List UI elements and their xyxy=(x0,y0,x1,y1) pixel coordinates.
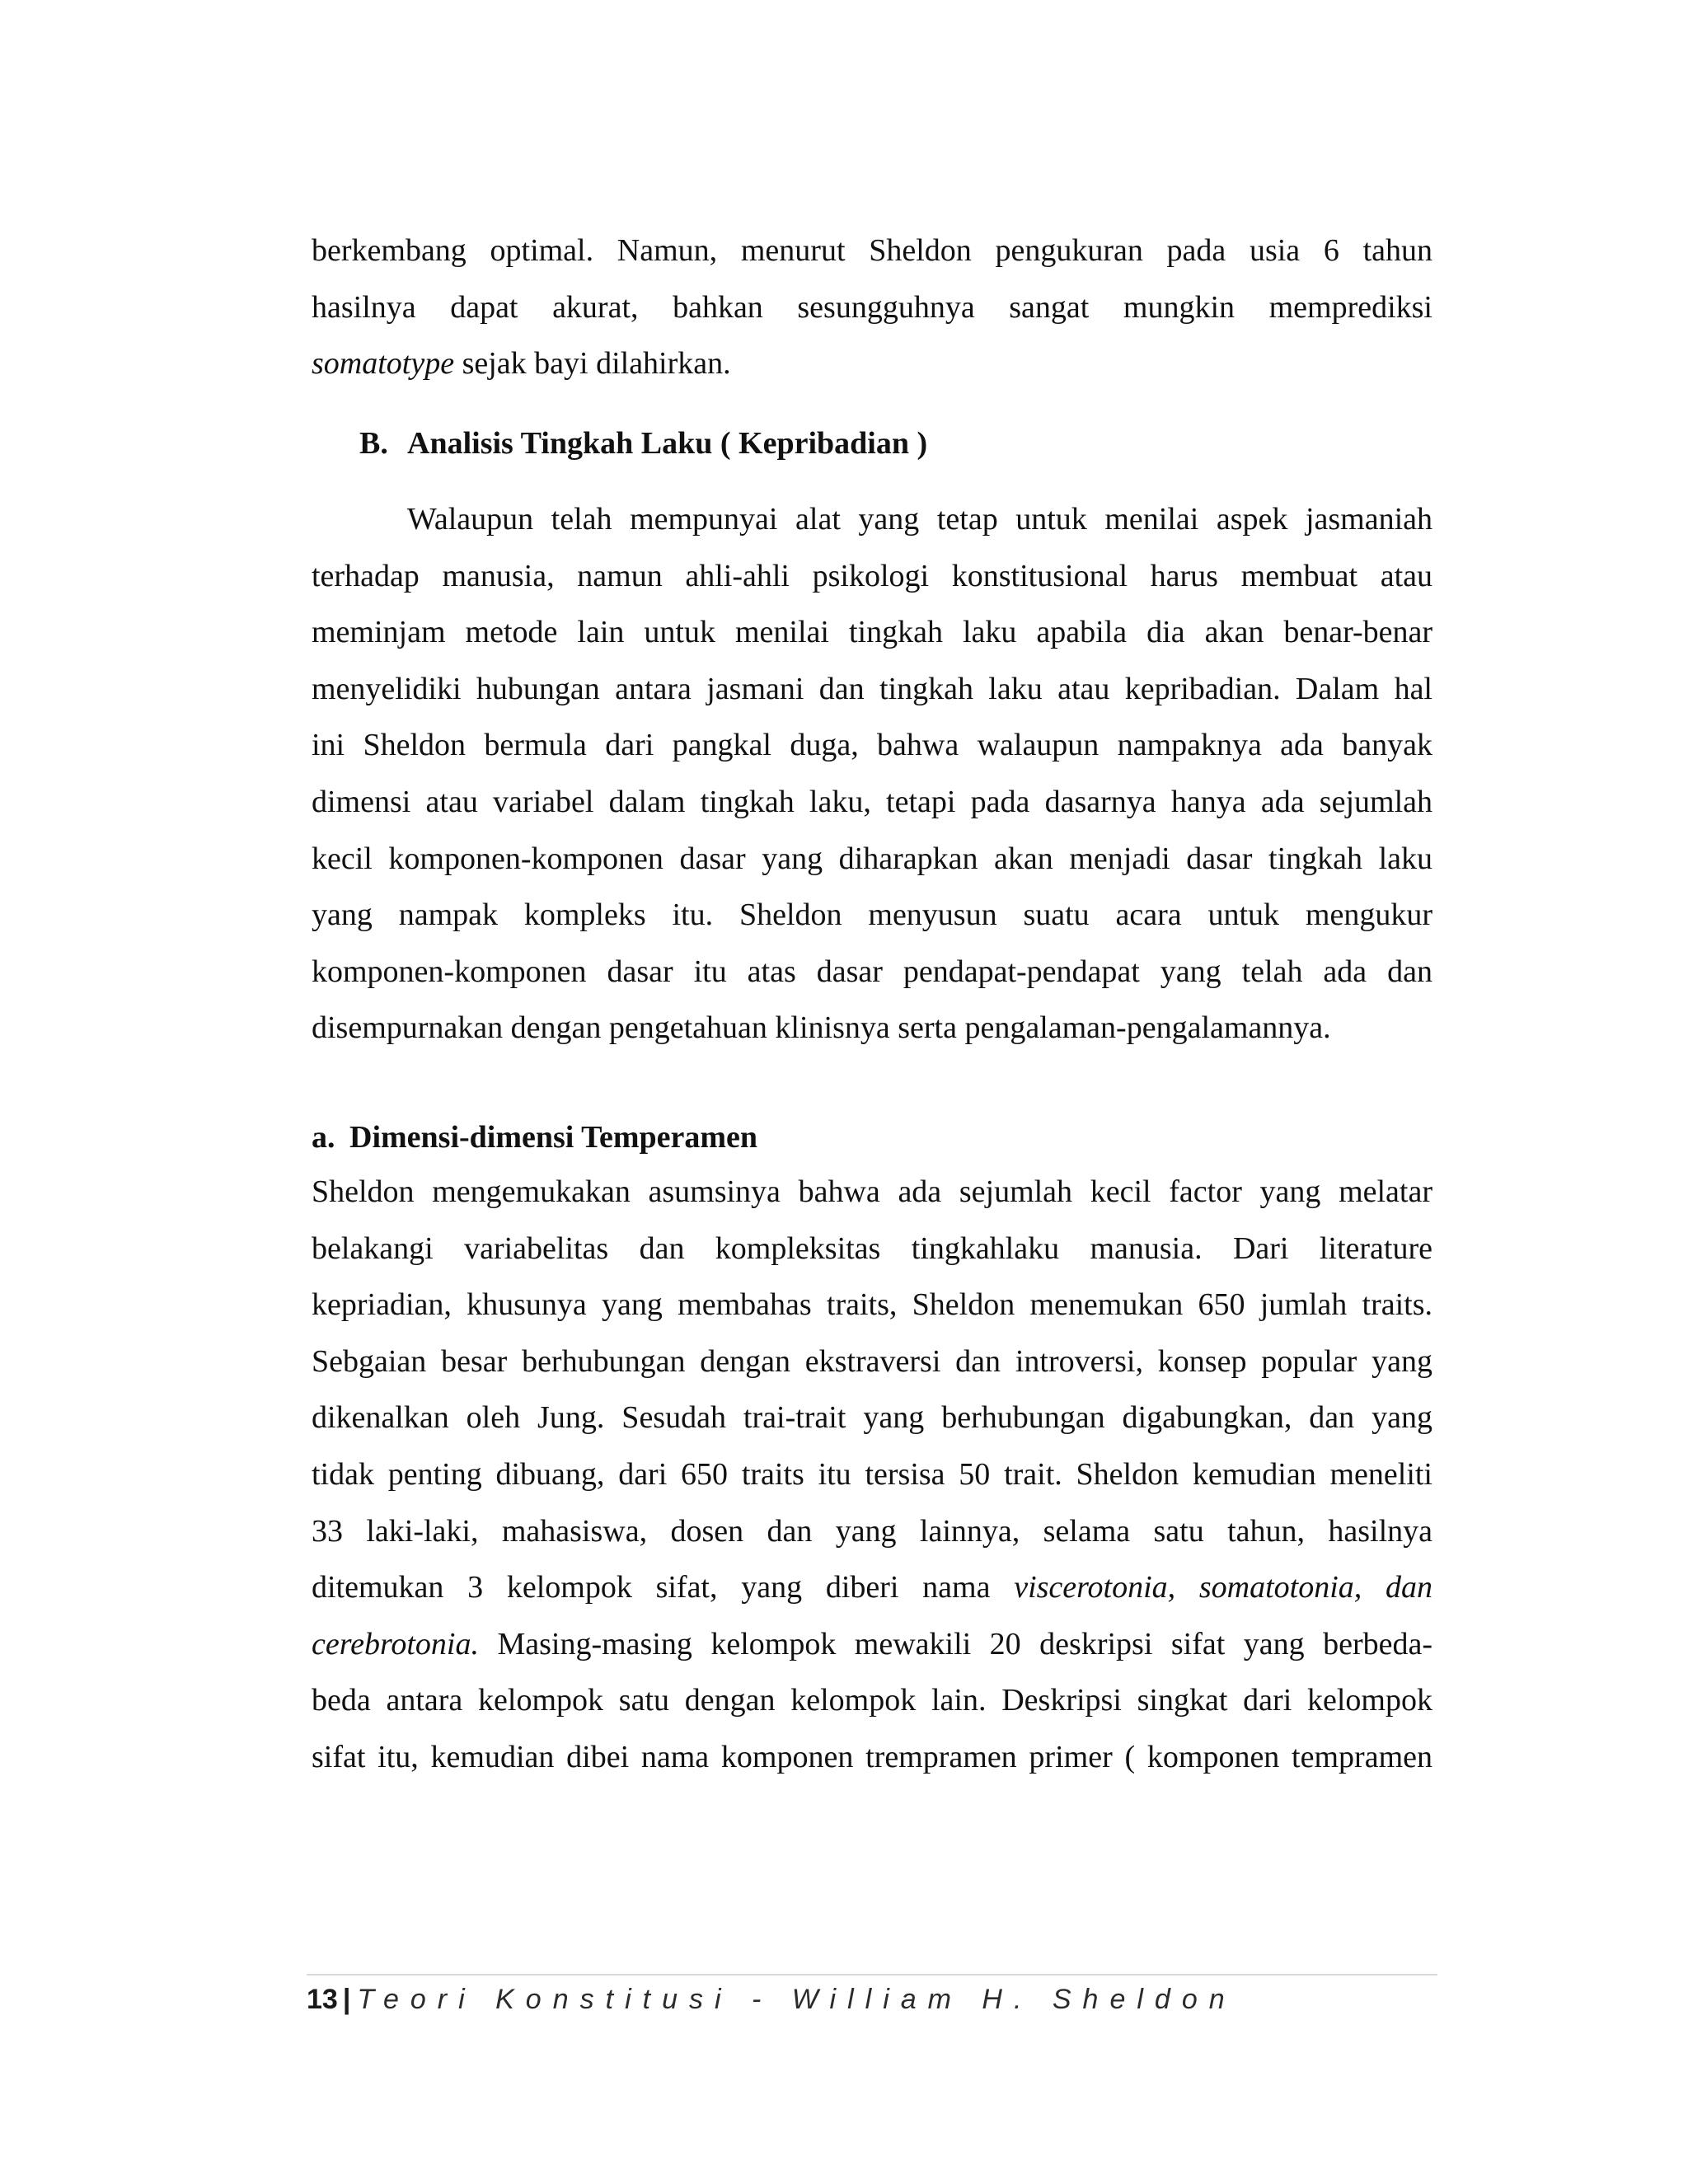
paragraph-line: tidak penting dibuang, dari 650 traits itu tersisa 50 trait. Sheldon kemudian meneliti xyxy=(312,1456,1432,1492)
section-title: Analisis Tingkah Laku ( Kepribadian ) xyxy=(407,426,928,461)
footer-separator: | xyxy=(342,1984,351,2015)
paragraph-line: meminjam metode lain untuk menilai tingkah laku apabila dia akan benar-benar xyxy=(312,615,1432,650)
paragraph-line: 33 laki-laki, mahasiswa, dosen dan yang lainnya, selama satu tahun, hasilnya xyxy=(312,1513,1432,1549)
paragraph-line: berkembang optimal. Namun, menurut Sheldon pengukuran pada usia 6 tahun xyxy=(312,233,1432,268)
paragraph-line: sifat itu, kemudian dibei nama komponen trempramen primer ( komponen tempramen xyxy=(312,1739,1432,1774)
section-heading-a xyxy=(312,1113,757,1162)
paragraph-line: Sheldon mengemukakan asumsinya bahwa ada sejumlah kecil factor yang melatar xyxy=(312,1174,1432,1209)
section-number: a. xyxy=(312,1120,335,1155)
paragraph-line: yang nampak kompleks itu. Sheldon menyusun suatu acara untuk mengukur xyxy=(312,898,1432,933)
paragraph-line-text: ditemukan 3 kelompok sifat, yang diberi nama xyxy=(312,1570,1015,1605)
paragraph-line: Sebgaian besar berhubungan dengan ekstraversi dan introversi, konsep popular yang xyxy=(312,1343,1432,1379)
paragraph-line xyxy=(312,1559,1432,1616)
paragraph-line xyxy=(312,1616,1432,1673)
page-number: 13 xyxy=(307,1984,338,2015)
paragraph-line: ini Sheldon bermula dari pangkal duga, bahwa walaupun nampaknya ada banyak xyxy=(312,728,1432,763)
paragraph-line: terhadap manusia, namun ahli-ahli psikologi konstitusional harus membuat atau xyxy=(312,558,1432,593)
paragraph-line: hasilnya dapat akurat, bahkan sesungguhnya sangat mungkin memprediksi xyxy=(312,289,1432,325)
paragraph-line-text: sejak bayi dilahirkan. xyxy=(454,346,731,382)
paragraph-line: menyelidiki hubungan antara jasmani dan tingkah laku atau kepribadian. Dalam hal xyxy=(312,671,1432,706)
section-number: B. xyxy=(359,426,388,461)
section-title: Dimensi-dimensi Temperamen xyxy=(349,1120,758,1155)
paragraph-line: kepriadian, khusunya yang membahas traits, Sheldon menemukan 650 jumlah traits. xyxy=(312,1287,1432,1323)
italic-term: viscerotonia, somatotonia, dan xyxy=(1014,1570,1432,1605)
paragraph-behavior-analysis xyxy=(312,491,1432,1057)
footer-divider xyxy=(307,1974,1437,1975)
paragraph-line xyxy=(312,335,1432,392)
paragraph-continuation xyxy=(312,223,1432,392)
italic-term: somatotype xyxy=(312,346,455,382)
paragraph-line-text: Masing-masing kelompok mewakili 20 deskripsi sifat yang berbeda- xyxy=(478,1626,1432,1661)
paragraph-line: beda antara kelompok satu dengan kelompok lain. Deskripsi singkat dari kelompok xyxy=(312,1683,1432,1718)
section-heading-b xyxy=(359,419,927,468)
paragraph-line: disempurnakan dengan pengetahuan klinisnya serta pengalaman-pengalamannya. xyxy=(312,1010,1331,1046)
page-footer xyxy=(307,1976,1236,2022)
italic-term: cerebrotonia. xyxy=(312,1626,479,1661)
paragraph-line: belakangi variabelitas dan kompleksitas tingkahlaku manusia. Dari literature xyxy=(312,1230,1432,1266)
paragraph-line: dikenalkan oleh Jung. Sesudah trai-trait yang berhubungan digabungkan, dan yang xyxy=(312,1400,1432,1436)
paragraph-line: kecil komponen-komponen dasar yang diharapkan akan menjadi dasar tingkah laku xyxy=(312,841,1432,876)
paragraph-line: komponen-komponen dasar itu atas dasar pendapat-pendapat yang telah ada dan xyxy=(312,954,1432,989)
paragraph-line: dimensi atau variabel dalam tingkah laku, tetapi pada dasarnya hanya ada sejumlah xyxy=(312,784,1432,819)
paragraph-temperament xyxy=(312,1164,1432,1786)
paragraph-line: Walaupun telah mempunyai alat yang tetap untuk menilai aspek jasmaniah xyxy=(407,502,1432,537)
running-title: Teori Konstitusi - William H. Sheldon xyxy=(357,1984,1236,2015)
